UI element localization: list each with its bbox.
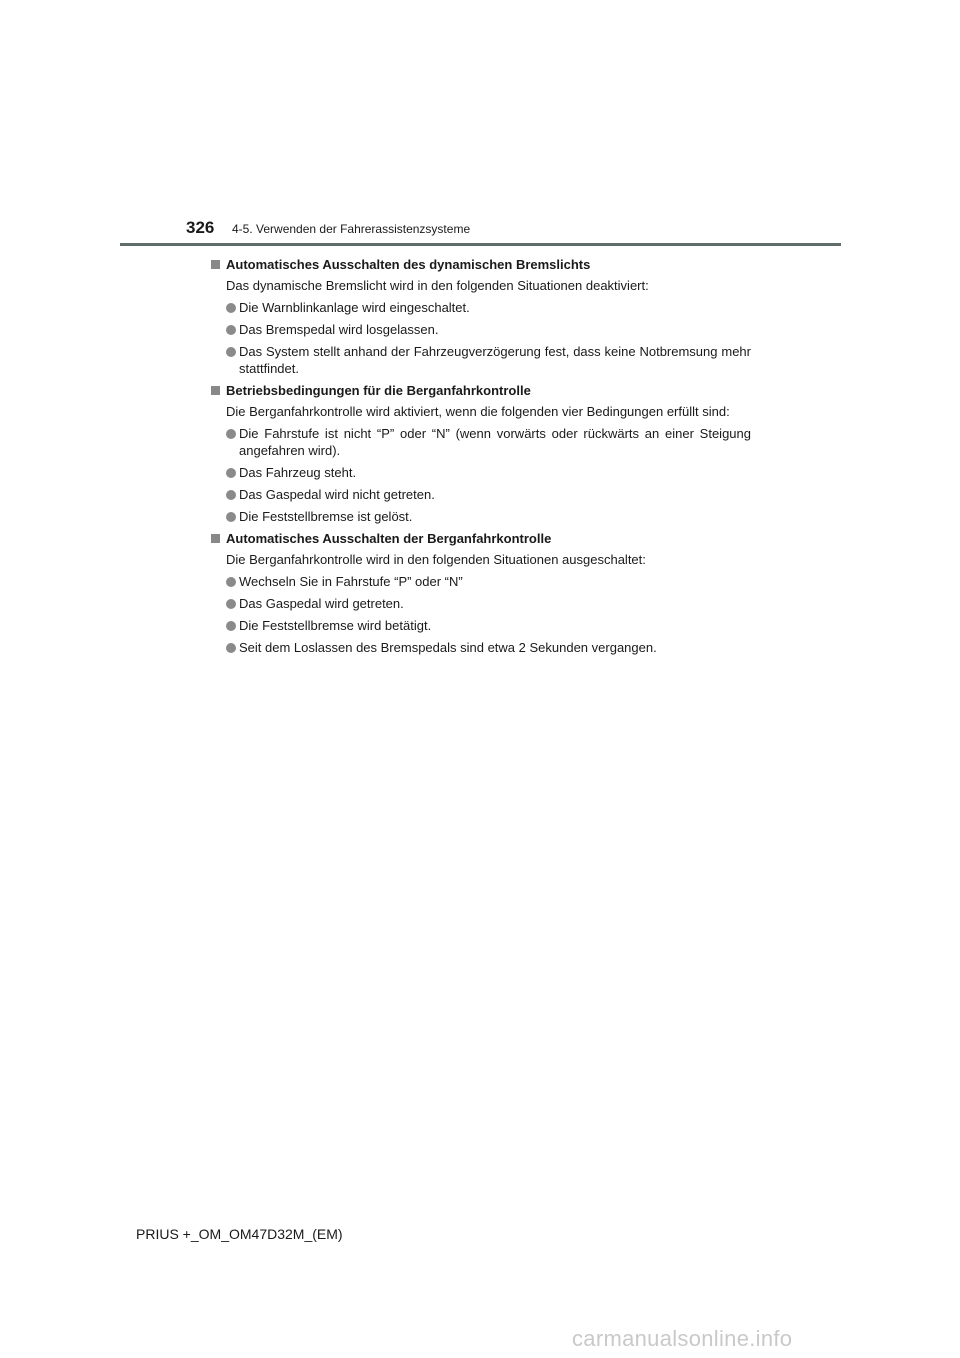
list-item-text: Seit dem Loslassen des Bremspedals sind etwa 2 Sekunden vergangen. <box>239 640 657 655</box>
section-hill-start-deactivation <box>211 530 751 656</box>
list-item-text: Das System stellt anhand der Fahrzeugverzögerung fest, dass keine Notbremsung mehr stattfindet. <box>239 344 751 376</box>
chapter-title: 4-5. Verwenden der Fahrerassistenzsysteme <box>232 222 471 236</box>
section-intro: Die Berganfahrkontrolle wird aktiviert, wenn die folgenden vier Bedingungen erfüllt sind: <box>226 404 730 419</box>
list-item-text: Die Fahrstufe ist nicht “P” oder “N” (wenn vorwärts oder rückwärts an einer Steigung angefahren wird). <box>239 426 751 458</box>
section-intro: Die Berganfahrkontrolle wird in den folgenden Situationen ausgeschaltet: <box>226 552 646 567</box>
list-item <box>226 321 751 338</box>
section-hill-start-conditions <box>211 382 751 525</box>
list-item <box>226 508 751 525</box>
section-intro: Das dynamische Bremslicht wird in den folgenden Situationen deaktiviert: <box>226 278 649 293</box>
list-item-text: Die Feststellbremse ist gelöst. <box>239 509 413 524</box>
circle-bullet-icon <box>226 577 236 587</box>
list-item-text: Die Feststellbremse wird betätigt. <box>239 618 432 633</box>
list-item-text: Das Gaspedal wird getreten. <box>239 596 404 611</box>
section-heading-text: Automatisches Ausschalten der Berganfahrkontrolle <box>226 531 552 546</box>
list-item <box>226 486 751 503</box>
list-item <box>226 617 751 634</box>
section-heading-text: Betriebsbedingungen für die Berganfahrkontrolle <box>226 383 531 398</box>
watermark: carmanualsonline.info <box>572 1326 793 1351</box>
list-item-text: Das Fahrzeug steht. <box>239 465 357 480</box>
bullet-list <box>211 425 751 525</box>
list-item-text: Wechseln Sie in Fahrstufe “P” oder “N” <box>239 574 463 589</box>
circle-bullet-icon <box>226 599 236 609</box>
section-heading <box>211 530 751 547</box>
list-item <box>226 573 751 590</box>
circle-bullet-icon <box>226 490 236 500</box>
section-dynamic-brake-light <box>211 256 751 377</box>
circle-bullet-icon <box>226 325 236 335</box>
list-item <box>226 595 751 612</box>
list-item <box>226 464 751 481</box>
list-item-text: Die Warnblinkanlage wird eingeschaltet. <box>239 300 470 315</box>
circle-bullet-icon <box>226 429 236 439</box>
list-item <box>226 639 751 656</box>
list-item <box>226 343 751 377</box>
circle-bullet-icon <box>226 303 236 313</box>
circle-bullet-icon <box>226 468 236 478</box>
footer-model-code: PRIUS +_OM_OM47D32M_(EM) <box>136 1226 343 1242</box>
square-bullet-icon <box>211 534 220 543</box>
header-divider <box>120 243 841 246</box>
circle-bullet-icon <box>226 347 236 357</box>
list-item <box>226 425 751 459</box>
page-content <box>211 256 751 661</box>
section-heading-text: Automatisches Ausschalten des dynamischen Bremslichts <box>226 257 591 272</box>
circle-bullet-icon <box>226 643 236 653</box>
list-item <box>226 299 751 316</box>
circle-bullet-icon <box>226 512 236 522</box>
circle-bullet-icon <box>226 621 236 631</box>
page-number: 326 <box>186 218 215 237</box>
square-bullet-icon <box>211 260 220 269</box>
section-heading <box>211 382 751 399</box>
bullet-list <box>211 573 751 656</box>
list-item-text: Das Gaspedal wird nicht getreten. <box>239 487 435 502</box>
list-item-text: Das Bremspedal wird losgelassen. <box>239 322 439 337</box>
square-bullet-icon <box>211 386 220 395</box>
section-heading <box>211 256 751 273</box>
bullet-list <box>211 299 751 377</box>
